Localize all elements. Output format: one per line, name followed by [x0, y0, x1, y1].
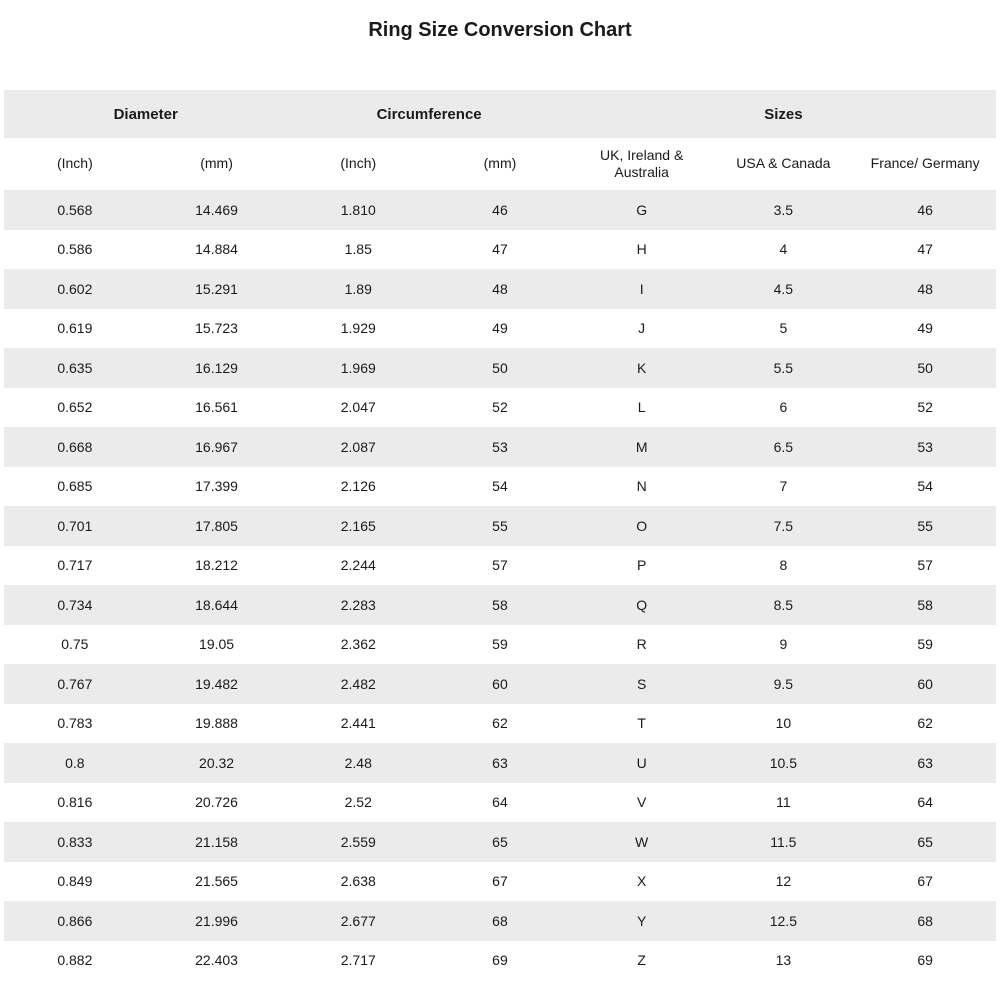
cell-diameter-inch: 0.568: [57, 201, 93, 218]
cell-size-uk-ireland-australia: Q: [636, 596, 648, 613]
table-row: [4, 862, 996, 902]
group-header-sizes: Sizes: [764, 105, 803, 123]
cell-circumference-mm: 54: [492, 478, 508, 495]
cell-diameter-mm: 21.996: [195, 912, 238, 929]
cell-circumference-inch: 1.89: [344, 280, 372, 297]
cell-diameter-mm: 21.158: [195, 833, 238, 850]
cell-size-france-germany: 57: [917, 557, 933, 574]
table-row: [4, 427, 996, 467]
cell-size-france-germany: 60: [917, 675, 933, 692]
cell-size-france-germany: 52: [917, 399, 933, 416]
cell-circumference-mm: 62: [492, 715, 508, 732]
cell-diameter-mm: 15.291: [195, 280, 238, 297]
cell-circumference-inch: 2.362: [340, 636, 376, 653]
cell-size-usa-canada: 7: [779, 478, 788, 495]
cell-diameter-mm: 22.403: [195, 952, 238, 969]
cell-diameter-inch: 0.75: [61, 636, 89, 653]
column-header-uk-ireland-australia: UK, Ireland & Australia: [600, 146, 684, 180]
cell-size-usa-canada: 9.5: [773, 675, 794, 692]
cell-size-uk-ireland-australia: Z: [637, 952, 646, 969]
cell-size-france-germany: 48: [917, 280, 933, 297]
cell-diameter-inch: 0.619: [57, 320, 93, 337]
table-row: [4, 230, 996, 270]
column-header-diameter-inch: (Inch): [56, 155, 93, 172]
cell-size-france-germany: 67: [917, 873, 933, 890]
cell-diameter-mm: 20.32: [199, 754, 235, 771]
cell-size-usa-canada: 12: [775, 873, 792, 890]
cell-size-france-germany: 62: [917, 715, 933, 732]
cell-size-uk-ireland-australia: L: [637, 399, 646, 416]
cell-circumference-mm: 60: [492, 675, 508, 692]
cell-circumference-mm: 69: [492, 952, 508, 969]
cell-circumference-inch: 2.441: [340, 715, 376, 732]
cell-diameter-inch: 0.783: [57, 715, 93, 732]
column-header-circumference-mm: (mm): [483, 155, 517, 172]
cell-diameter-inch: 0.668: [57, 438, 93, 455]
cell-circumference-mm: 65: [492, 833, 508, 850]
cell-size-uk-ireland-australia: J: [638, 320, 646, 337]
cell-size-usa-canada: 8.5: [773, 596, 794, 613]
table-row: [4, 783, 996, 823]
cell-diameter-mm: 14.469: [195, 201, 238, 218]
cell-circumference-mm: 58: [492, 596, 508, 613]
cell-size-uk-ireland-australia: H: [636, 241, 647, 258]
cell-diameter-mm: 19.482: [195, 675, 238, 692]
cell-size-uk-ireland-australia: I: [639, 280, 644, 297]
cell-circumference-inch: 2.48: [344, 754, 372, 771]
cell-diameter-mm: 15.723: [195, 320, 238, 337]
cell-size-usa-canada: 3.5: [773, 201, 794, 218]
cell-size-usa-canada: 6.5: [773, 438, 794, 455]
cell-size-usa-canada: 10: [775, 715, 792, 732]
cell-circumference-inch: 1.969: [340, 359, 376, 376]
cell-size-usa-canada: 5.5: [773, 359, 794, 376]
cell-circumference-mm: 52: [492, 399, 508, 416]
cell-circumference-mm: 64: [492, 794, 508, 811]
table-row: [4, 506, 996, 546]
cell-diameter-inch: 0.635: [57, 359, 93, 376]
cell-diameter-mm: 18.644: [195, 596, 238, 613]
cell-size-france-germany: 49: [917, 320, 933, 337]
cell-circumference-inch: 2.047: [340, 399, 376, 416]
cell-size-usa-canada: 5: [779, 320, 788, 337]
table-row: [4, 269, 996, 309]
cell-diameter-mm: 17.399: [195, 478, 238, 495]
cell-size-uk-ireland-australia: N: [636, 478, 647, 495]
cell-circumference-inch: 2.165: [340, 517, 376, 534]
cell-diameter-inch: 0.586: [57, 241, 93, 258]
cell-size-france-germany: 69: [917, 952, 933, 969]
cell-size-uk-ireland-australia: G: [636, 201, 648, 218]
cell-diameter-inch: 0.816: [57, 794, 93, 811]
cell-diameter-mm: 21.565: [195, 873, 238, 890]
cell-diameter-inch: 0.849: [57, 873, 93, 890]
cell-size-uk-ireland-australia: U: [636, 754, 647, 771]
cell-circumference-mm: 50: [492, 359, 508, 376]
cell-circumference-mm: 47: [492, 241, 508, 258]
cell-size-uk-ireland-australia: P: [636, 557, 647, 574]
cell-size-usa-canada: 7.5: [773, 517, 794, 534]
cell-diameter-inch: 0.882: [57, 952, 93, 969]
cell-circumference-mm: 49: [492, 320, 508, 337]
cell-circumference-mm: 55: [492, 517, 508, 534]
cell-circumference-inch: 2.244: [340, 557, 376, 574]
cell-size-france-germany: 65: [917, 833, 933, 850]
cell-circumference-mm: 63: [492, 754, 508, 771]
cell-circumference-mm: 68: [492, 912, 508, 929]
cell-diameter-mm: 16.129: [195, 359, 238, 376]
cell-circumference-inch: 1.85: [344, 241, 372, 258]
ring-size-conversion-table: [4, 90, 996, 980]
column-header-row: [4, 138, 996, 190]
cell-size-france-germany: 58: [917, 596, 933, 613]
cell-diameter-inch: 0.734: [57, 596, 93, 613]
cell-size-france-germany: 46: [917, 201, 933, 218]
column-header-usa-canada: USA & Canada: [736, 155, 831, 172]
table-row: [4, 467, 996, 507]
cell-circumference-mm: 59: [492, 636, 508, 653]
cell-circumference-inch: 2.717: [340, 952, 376, 969]
cell-size-uk-ireland-australia: W: [635, 833, 649, 850]
cell-size-usa-canada: 8: [779, 557, 788, 574]
column-header-circumference-inch: (Inch): [340, 155, 377, 172]
cell-size-uk-ireland-australia: R: [636, 636, 647, 653]
cell-size-usa-canada: 6: [779, 399, 788, 416]
cell-diameter-mm: 20.726: [195, 794, 238, 811]
cell-size-france-germany: 59: [917, 636, 933, 653]
cell-diameter-inch: 0.701: [57, 517, 93, 534]
cell-diameter-mm: 19.888: [195, 715, 238, 732]
cell-circumference-mm: 48: [492, 280, 508, 297]
cell-size-usa-canada: 11.5: [770, 833, 797, 850]
cell-circumference-mm: 53: [492, 438, 508, 455]
cell-diameter-mm: 18.212: [195, 557, 238, 574]
cell-size-usa-canada: 4.5: [773, 280, 794, 297]
table-header: [4, 90, 996, 190]
cell-size-usa-canada: 13: [775, 952, 792, 969]
table-row: [4, 664, 996, 704]
cell-diameter-inch: 0.685: [57, 478, 93, 495]
table-row: [4, 309, 996, 349]
cell-diameter-mm: 19.05: [199, 636, 235, 653]
table-row: [4, 822, 996, 862]
cell-circumference-inch: 2.087: [340, 438, 376, 455]
table-row: [4, 901, 996, 941]
cell-size-uk-ireland-australia: V: [636, 794, 647, 811]
cell-size-france-germany: 63: [917, 754, 933, 771]
cell-diameter-inch: 0.767: [57, 675, 93, 692]
cell-circumference-mm: 57: [492, 557, 508, 574]
cell-size-uk-ireland-australia: X: [636, 873, 647, 890]
group-header-circumference: Circumference: [376, 105, 482, 123]
cell-size-france-germany: 53: [917, 438, 933, 455]
cell-size-france-germany: 47: [917, 241, 933, 258]
cell-size-france-germany: 54: [917, 478, 933, 495]
table-row: [4, 348, 996, 388]
cell-circumference-inch: 1.929: [340, 320, 376, 337]
cell-diameter-mm: 16.561: [195, 399, 238, 416]
cell-size-uk-ireland-australia: O: [636, 517, 648, 534]
table-body: [4, 190, 996, 980]
page-title: Ring Size Conversion Chart: [368, 19, 632, 41]
cell-diameter-mm: 14.884: [195, 241, 238, 258]
group-header-row: [4, 90, 996, 138]
cell-size-usa-canada: 4: [779, 241, 788, 258]
cell-size-usa-canada: 10.5: [769, 754, 797, 771]
cell-circumference-inch: 2.559: [340, 833, 376, 850]
cell-diameter-mm: 16.967: [195, 438, 238, 455]
cell-circumference-mm: 46: [492, 201, 508, 218]
cell-circumference-inch: 2.126: [340, 478, 376, 495]
cell-diameter-inch: 0.833: [57, 833, 93, 850]
cell-size-usa-canada: 11: [776, 794, 791, 811]
cell-circumference-mm: 67: [492, 873, 508, 890]
cell-circumference-inch: 2.283: [340, 596, 376, 613]
cell-diameter-inch: 0.866: [57, 912, 93, 929]
group-header-diameter: Diameter: [113, 105, 178, 123]
cell-size-uk-ireland-australia: T: [637, 715, 646, 732]
cell-size-uk-ireland-australia: S: [636, 675, 647, 692]
cell-circumference-inch: 2.677: [340, 912, 376, 929]
cell-size-france-germany: 64: [917, 794, 933, 811]
cell-size-uk-ireland-australia: K: [636, 359, 647, 376]
table-row: [4, 546, 996, 586]
cell-circumference-inch: 1.810: [340, 201, 376, 218]
table-row: [4, 941, 996, 981]
table-row: [4, 388, 996, 428]
cell-size-france-germany: 50: [917, 359, 933, 376]
cell-size-france-germany: 55: [917, 517, 933, 534]
cell-size-usa-canada: 9: [779, 636, 788, 653]
cell-size-uk-ireland-australia: Y: [636, 912, 647, 929]
table-row: [4, 743, 996, 783]
cell-circumference-inch: 2.52: [344, 794, 372, 811]
cell-diameter-inch: 0.652: [57, 399, 93, 416]
cell-diameter-inch: 0.717: [57, 557, 93, 574]
cell-size-usa-canada: 12.5: [769, 912, 797, 929]
cell-circumference-inch: 2.482: [340, 675, 376, 692]
table-row: [4, 190, 996, 230]
table-row: [4, 585, 996, 625]
cell-size-uk-ireland-australia: M: [635, 438, 648, 455]
cell-diameter-inch: 0.8: [65, 754, 85, 771]
cell-diameter-inch: 0.602: [57, 280, 93, 297]
cell-diameter-mm: 17.805: [195, 517, 238, 534]
table-row: [4, 704, 996, 744]
cell-circumference-inch: 2.638: [340, 873, 376, 890]
table-row: [4, 625, 996, 665]
cell-size-france-germany: 68: [917, 912, 933, 929]
column-header-france-germany: France/ Germany: [870, 155, 980, 172]
column-header-diameter-mm: (mm): [200, 155, 233, 172]
